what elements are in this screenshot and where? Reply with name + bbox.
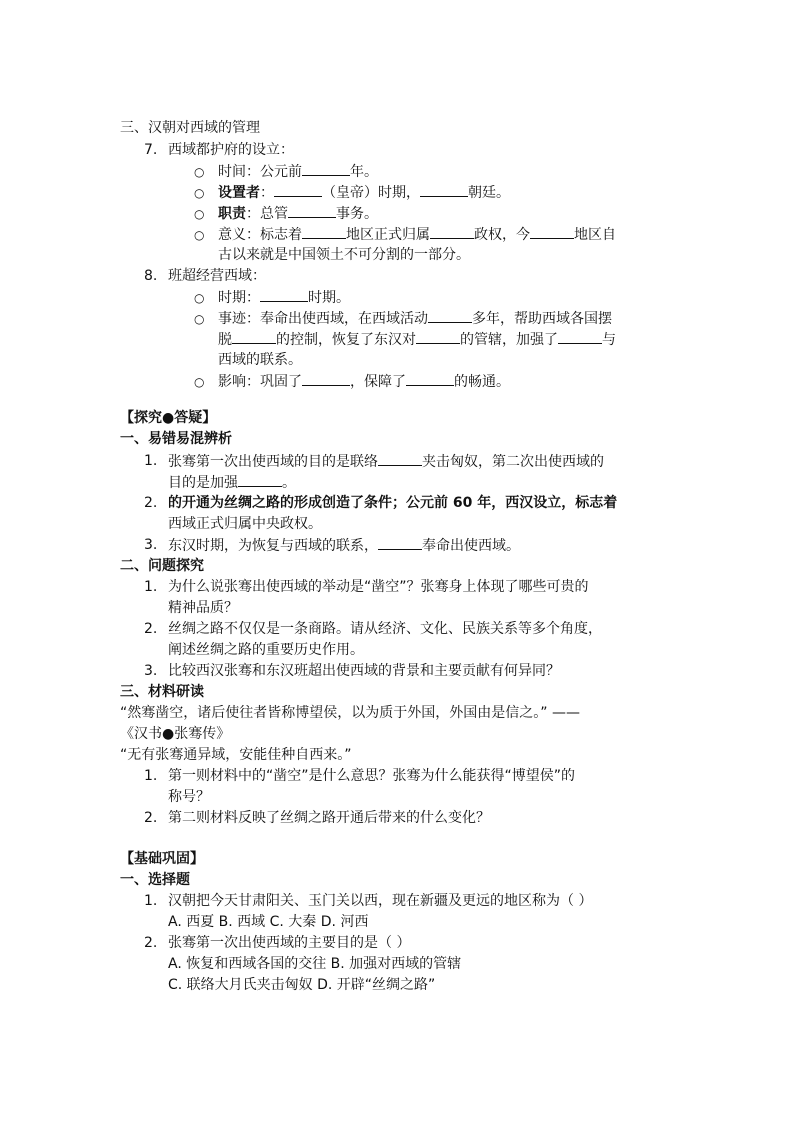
protectorate-time-line: 时间：公元前 年。 xyxy=(218,161,378,183)
answer-blank[interactable] xyxy=(378,535,422,550)
confusion-q3-line: 东汉时期，为恢复与西域的联系， 奉命出使西域。 xyxy=(168,535,520,557)
part-title-choices: 一、选择题 xyxy=(120,872,190,888)
question-number: 2. xyxy=(144,810,158,826)
answer-blank[interactable] xyxy=(428,308,472,323)
material-q1-line: 第一则材料中的“凿空”是什么意思？张骞为什么能获得“博望侯”的 xyxy=(168,768,576,784)
banchao-deeds-line-2: 脱 的控制，恢复了东汉对 的管辖，加强了 与 xyxy=(218,329,616,351)
answer-blank[interactable] xyxy=(274,182,322,197)
bullet-icon: ○ xyxy=(194,312,205,326)
confusion-q2-line-2: 西域正式归属中央政权。 xyxy=(168,516,322,532)
choice-q2-options-1: A. 恢复和西域各国的交往 B. 加强对西域的管辖 xyxy=(168,956,462,972)
answer-blank[interactable] xyxy=(416,329,460,344)
field-label: 影响 xyxy=(218,374,246,390)
confusion-q1-line: 张骞第一次出使西域的目的是联络 夹击匈奴，第二次出使西域的 xyxy=(168,451,604,473)
part-title-inquiry: 二、问题探究 xyxy=(120,558,204,574)
confusion-q1-line-2: 目的是加强 。 xyxy=(168,472,296,494)
answer-blank[interactable] xyxy=(420,182,468,197)
material-q2-line: 第二则材料反映了丝绸之路开通后带来的什么变化？ xyxy=(168,810,490,826)
choice-q1-options: A. 西夏 B. 西域 C. 大秦 D. 河西 xyxy=(168,914,369,930)
inquiry-q2-line: 丝绸之路不仅仅是一条商路。请从经济、文化、民族关系等多个角度， xyxy=(168,621,602,637)
inquiry-q2-line-2: 阐述丝绸之路的重要历史作用。 xyxy=(168,642,364,658)
question-number: 1. xyxy=(144,768,158,784)
answer-blank[interactable] xyxy=(406,371,454,386)
explore-heading: 【探究●答疑】 xyxy=(120,410,217,426)
question-number: 1. xyxy=(144,579,158,595)
field-label: 意义 xyxy=(218,227,246,243)
answer-blank[interactable] xyxy=(232,329,276,344)
item-7-title: 西域都护府的设立： xyxy=(168,142,294,158)
answer-blank[interactable] xyxy=(238,472,282,487)
bullet-icon: ○ xyxy=(194,291,205,305)
bullet-icon: ○ xyxy=(194,375,205,389)
inquiry-q1-line-2: 精神品质？ xyxy=(168,600,238,616)
answer-blank[interactable] xyxy=(302,161,350,176)
material-quote-1: “然骞凿空，诸后使往者皆称博望侯，以为质于外国，外国由是信之。” —— xyxy=(120,705,580,721)
answer-blank[interactable] xyxy=(302,224,346,239)
section-title-han-management: 三、汉朝对西域的管理 xyxy=(120,120,260,136)
answer-blank[interactable] xyxy=(530,224,574,239)
field-label: 设置者 xyxy=(218,185,260,201)
item-8-title: 班超经营西域： xyxy=(168,268,266,284)
answer-blank[interactable] xyxy=(558,329,602,344)
choice-q1-line: 汉朝把今天甘肃阳关、玉门关以西，现在新疆及更远的地区称为（ ） xyxy=(168,893,593,909)
answer-blank[interactable] xyxy=(378,451,422,466)
protectorate-setter-line: 设置者： （皇帝）时期， 朝廷。 xyxy=(218,182,510,204)
confusion-q2-line: 的开通为丝绸之路的形成创造了条件；公元前 60 年，西汉设立，标志着 xyxy=(168,495,618,511)
item-7-number: 7. xyxy=(144,142,158,158)
basic-heading: 【基础巩固】 xyxy=(120,851,204,867)
field-label: 职责 xyxy=(218,206,246,222)
answer-blank[interactable] xyxy=(430,224,474,239)
protectorate-meaning-line-2: 古以来就是中国领土不可分割的一部分。 xyxy=(218,247,470,263)
protectorate-meaning-line: 意义：标志着 地区正式归属 政权，今 地区自 xyxy=(218,224,616,246)
question-number: 3. xyxy=(144,537,158,553)
bullet-icon: ○ xyxy=(194,165,205,179)
question-number: 1. xyxy=(144,893,158,909)
answer-blank[interactable] xyxy=(302,371,350,386)
inquiry-q1-line: 为什么说张骞出使西域的举动是“凿空”？张骞身上体现了哪些可贵的 xyxy=(168,579,589,595)
item-8-number: 8. xyxy=(144,268,158,284)
question-number: 1. xyxy=(144,453,158,469)
inquiry-q3-line: 比较西汉张骞和东汉班超出使西域的背景和主要贡献有何异同？ xyxy=(168,663,560,679)
question-number: 2. xyxy=(144,935,158,951)
banchao-period-line: 时期： 时期。 xyxy=(218,287,350,309)
choice-q2-line: 张骞第一次出使西域的主要目的是（ ） xyxy=(168,935,411,951)
part-title-confusions: 一、易错易混辨析 xyxy=(120,431,232,447)
field-label: 时间 xyxy=(218,164,246,180)
choice-q2-options-2: C. 联络大月氏夹击匈奴 D. 开辟“丝绸之路” xyxy=(168,977,436,993)
bullet-icon: ○ xyxy=(194,207,205,221)
answer-blank[interactable] xyxy=(260,287,308,302)
bullet-icon: ○ xyxy=(194,186,205,200)
banchao-deeds-line-3: 西域的联系。 xyxy=(218,352,302,368)
question-number: 2. xyxy=(144,495,158,511)
material-quote-1-source: 《汉书●张骞传》 xyxy=(120,726,231,742)
part-title-materials: 三、材料研读 xyxy=(120,684,204,700)
banchao-deeds-line: 事迹：奉命出使西域，在西域活动 多年，帮助西域各国摆 xyxy=(218,308,612,330)
field-label: 时期 xyxy=(218,290,246,306)
material-q1-line-2: 称号？ xyxy=(168,789,210,805)
material-quote-2: “无有张骞通异域，安能佳种自西来。” xyxy=(120,747,352,763)
answer-blank[interactable] xyxy=(288,203,336,218)
protectorate-duty-line: 职责：总管 事务。 xyxy=(218,203,378,225)
banchao-impact-line: 影响：巩固了 ，保障了 的畅通。 xyxy=(218,371,510,393)
field-label: 事迹 xyxy=(218,311,246,327)
question-number: 2. xyxy=(144,621,158,637)
bullet-icon: ○ xyxy=(194,228,205,242)
question-number: 3. xyxy=(144,663,158,679)
